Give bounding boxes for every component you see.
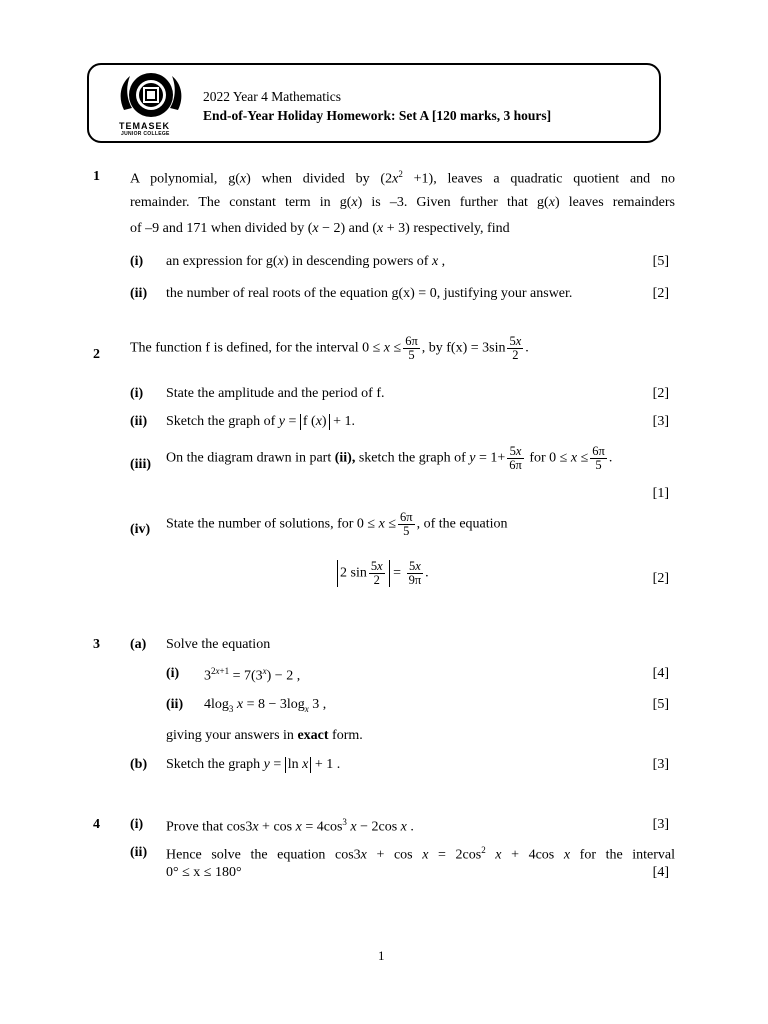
page-number: 1 <box>378 948 385 963</box>
question-3-part-ii-label: (ii) <box>166 697 184 712</box>
question-2-part-iii-marks: [1] <box>652 486 669 501</box>
question-3-part-i-label: (i) <box>166 666 180 681</box>
question-3-part-a-label: (a) <box>130 637 147 652</box>
question-3-instruction: giving your answers in exact form. <box>166 728 363 743</box>
question-3-part-i-equation: $3^{2x+1} = 7(3^x) - 2$ , <box>204 666 301 684</box>
question-2-part-iv-label: (iv) <box>130 522 151 537</box>
question-2-intro: The function f is defined, for the interval 0 ≤ x ≤ $\frac{6\pi}{5}$ , by f(x) = 3sin $\frac{5x}{2}$ . <box>130 334 529 362</box>
question-2-part-iv-marks: [2] <box>652 571 669 586</box>
question-4-part-i-text: Prove that $\cos 3x + \cos x = 4\cos^3$ x − 2cos x . <box>166 817 414 835</box>
question-4-part-ii-interval: 0° ≤ x ≤ 180° <box>166 865 242 880</box>
question-3-part-b-label: (b) <box>130 757 148 772</box>
question-4-part-ii-text: Hence solve the equation $\cos 3x + \cos x = 2\cos^2$ x + 4cos x for the interval <box>166 845 676 863</box>
question-2-equation: 2 sin $\frac{5x}{2}$ = $\frac{5x}{9\pi}$ . <box>337 560 429 587</box>
question-2-part-i-text: State the amplitude and the period of f. <box>166 386 385 401</box>
school-subname: JUNIOR COLLEGE <box>121 131 170 137</box>
question-4-number: 4 <box>93 817 100 832</box>
header-subject: 2022 Year 4 Mathematics <box>203 89 341 104</box>
question-3-number: 3 <box>93 637 100 652</box>
question-1-part-i-text: an expression for g(x) in descending powers of x , <box>166 254 446 269</box>
question-2-part-iii-label: (iii) <box>130 457 151 472</box>
question-4-part-ii-label: (ii) <box>130 845 148 860</box>
question-4-part-i-marks: [3] <box>652 817 669 832</box>
question-1-part-ii-text: the number of real roots of the equation g(x) = 0, justifying your answer. <box>166 286 573 301</box>
question-4-part-i-label: (i) <box>130 817 144 832</box>
school-name: TEMASEK <box>119 121 171 131</box>
question-3-part-b-text: Sketch the graph y = ln x + 1 . <box>166 757 341 772</box>
question-3-part-b-marks: [3] <box>652 757 669 772</box>
question-1-line-3: of –9 and 171 when divided by (x − 2) and (x + 3) respectively, find <box>130 221 510 236</box>
question-1-part-i-label: (i) <box>130 254 144 269</box>
question-1-line-2: remainder. The constant term in g(x) is –3. Given further that g(x) leaves remainders <box>130 195 675 210</box>
question-4-part-ii-marks: [4] <box>652 865 669 880</box>
header-title: End-of-Year Holiday Homework: Set A [120 marks, 3 hours] <box>203 108 552 123</box>
question-1-part-ii-marks: [2] <box>652 286 669 301</box>
question-2-part-ii-label: (ii) <box>130 414 148 429</box>
question-2-part-ii-text: Sketch the graph of y = f (x) + 1. <box>166 414 355 429</box>
question-2-part-iii-text: On the diagram drawn in part (ii), sketch the graph of y = 1+ $\frac{5x}{6\pi}$ for 0 ≤ x ≤ $\frac{6\pi}{5}$ . <box>166 444 613 472</box>
question-3-part-ii-marks: [5] <box>652 697 669 712</box>
question-1-part-i-marks: [5] <box>652 254 669 269</box>
question-1-number: 1 <box>93 169 100 184</box>
question-2-part-iv-text: State the number of solutions, for 0 ≤ x ≤ $\frac{6\pi}{5}$ , of the equation <box>166 510 508 538</box>
question-2-number: 2 <box>93 347 100 362</box>
question-3-part-ii-equation: $4\log_3$ $x = 8 - 3\log_x$ 3 , <box>204 697 327 714</box>
question-1-part-ii-label: (ii) <box>130 286 148 301</box>
question-1-line-1: A polynomial, g(x) when divided by $(2x^2 +1)$, leaves a quadratic quotient and no <box>130 169 675 187</box>
question-2-part-i-marks: [2] <box>652 386 669 401</box>
question-3-part-i-marks: [4] <box>652 666 669 681</box>
question-2-part-ii-marks: [3] <box>652 414 669 429</box>
question-3-part-a-text: Solve the equation <box>166 637 271 652</box>
question-2-part-i-label: (i) <box>130 386 144 401</box>
